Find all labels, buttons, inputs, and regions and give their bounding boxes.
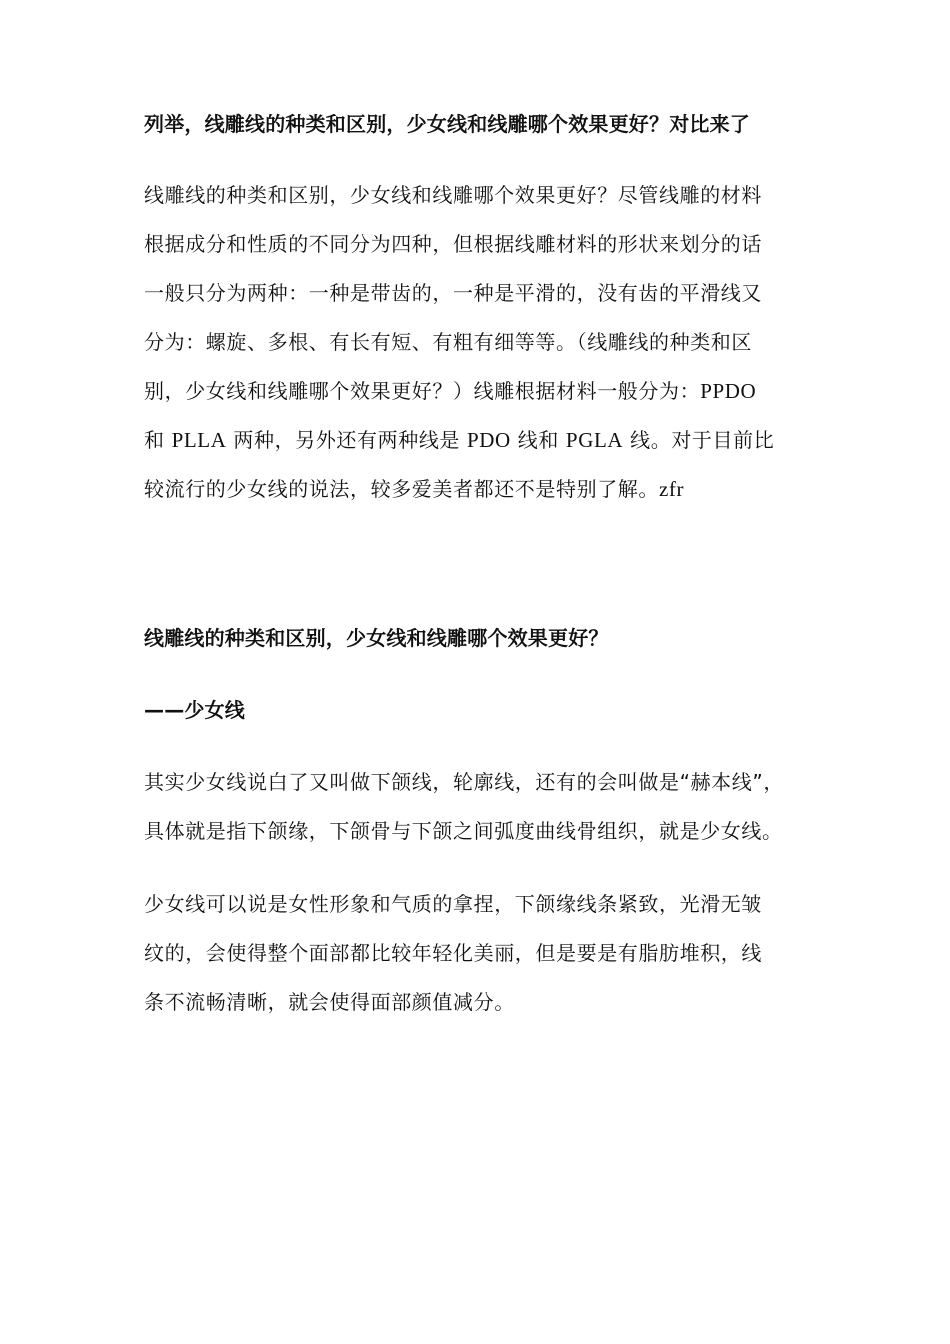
- intro-line: 线雕线的种类和区别，少女线和线雕哪个效果更好？尽管线雕的材料: [144, 183, 762, 207]
- intro-line: 根据成分和性质的不同分为四种，但根据线雕材料的形状来划分的话: [144, 232, 762, 256]
- intro-line: 和 PLLA 两种，另外还有两种线是 PDO 线和 PGLA 线。对于目前比: [144, 428, 775, 452]
- intro-line: 别，少女线和线雕哪个效果更好？）线雕根据材料一般分为：PPDO: [144, 379, 757, 403]
- section-heading: 线雕线的种类和区别，少女线和线雕哪个效果更好？: [144, 626, 609, 650]
- intro-paragraph: [144, 171, 820, 514]
- paragraph-line: 条不流畅清晰，就会使得面部颜值减分。: [144, 990, 515, 1014]
- paragraph-description: [144, 880, 820, 1027]
- paragraph-line: 其实少女线说白了又叫做下颌线，轮廓线，还有的会叫做是“赫本线”，: [144, 770, 784, 794]
- intro-line: 分为：螺旋、多根、有长有短、有粗有细等等。（线雕线的种类和区: [144, 330, 752, 354]
- intro-line: 较流行的少女线的说法，较多爱美者都还不是特别了解。zfr: [144, 477, 685, 501]
- paragraph-line: 具体就是指下颌缘，下颌骨与下颌之间弧度曲线骨组织，就是少女线。: [144, 819, 783, 843]
- document-title: 列举，线雕线的种类和区别，少女线和线雕哪个效果更好？对比来了: [144, 112, 750, 136]
- paragraph-line: 纹的，会使得整个面部都比较年轻化美丽，但是要是有脂肪堆积，线: [144, 941, 762, 965]
- intro-line: 一般只分为两种：一种是带齿的，一种是平滑的，没有齿的平滑线又: [144, 281, 762, 305]
- paragraph-line: 少女线可以说是女性形象和气质的拿捏，下颌缘线条紧致，光滑无皱: [144, 892, 762, 916]
- sub-heading: ——少女线: [144, 698, 245, 722]
- paragraph-definition: [144, 758, 820, 856]
